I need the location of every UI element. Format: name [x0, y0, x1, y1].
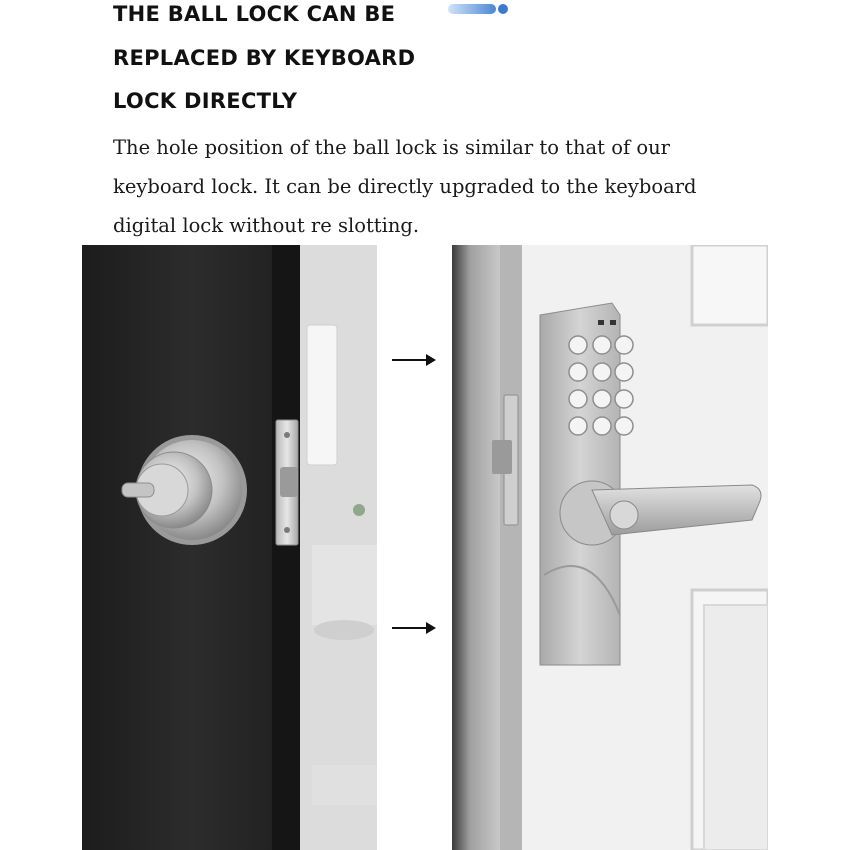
- description-line-2: keyboard lock. It can be directly upgraded to the keyboard: [113, 175, 697, 198]
- arrow-right-icon: [390, 620, 438, 636]
- keyboard-lock-illustration: [452, 245, 768, 850]
- description-line-1: The hole position of the ball lock is similar to that of our: [113, 136, 670, 159]
- ball-lock-photo: [82, 245, 377, 850]
- keyboard-lock-photo: [452, 245, 768, 850]
- description-text: [113, 128, 753, 245]
- accent-pill-icon: [448, 4, 496, 14]
- description-line-3: digital lock without re slotting.: [113, 214, 420, 237]
- headline-line-3: LOCK DIRECTLY: [113, 89, 298, 113]
- ball-lock-illustration: [82, 245, 377, 850]
- arrow-right-icon: [390, 352, 438, 368]
- accent-dot-icon: [498, 4, 508, 14]
- headline-line-2: REPLACED BY KEYBOARD: [113, 46, 416, 70]
- headline-line-1: THE BALL LOCK CAN BE: [113, 2, 396, 26]
